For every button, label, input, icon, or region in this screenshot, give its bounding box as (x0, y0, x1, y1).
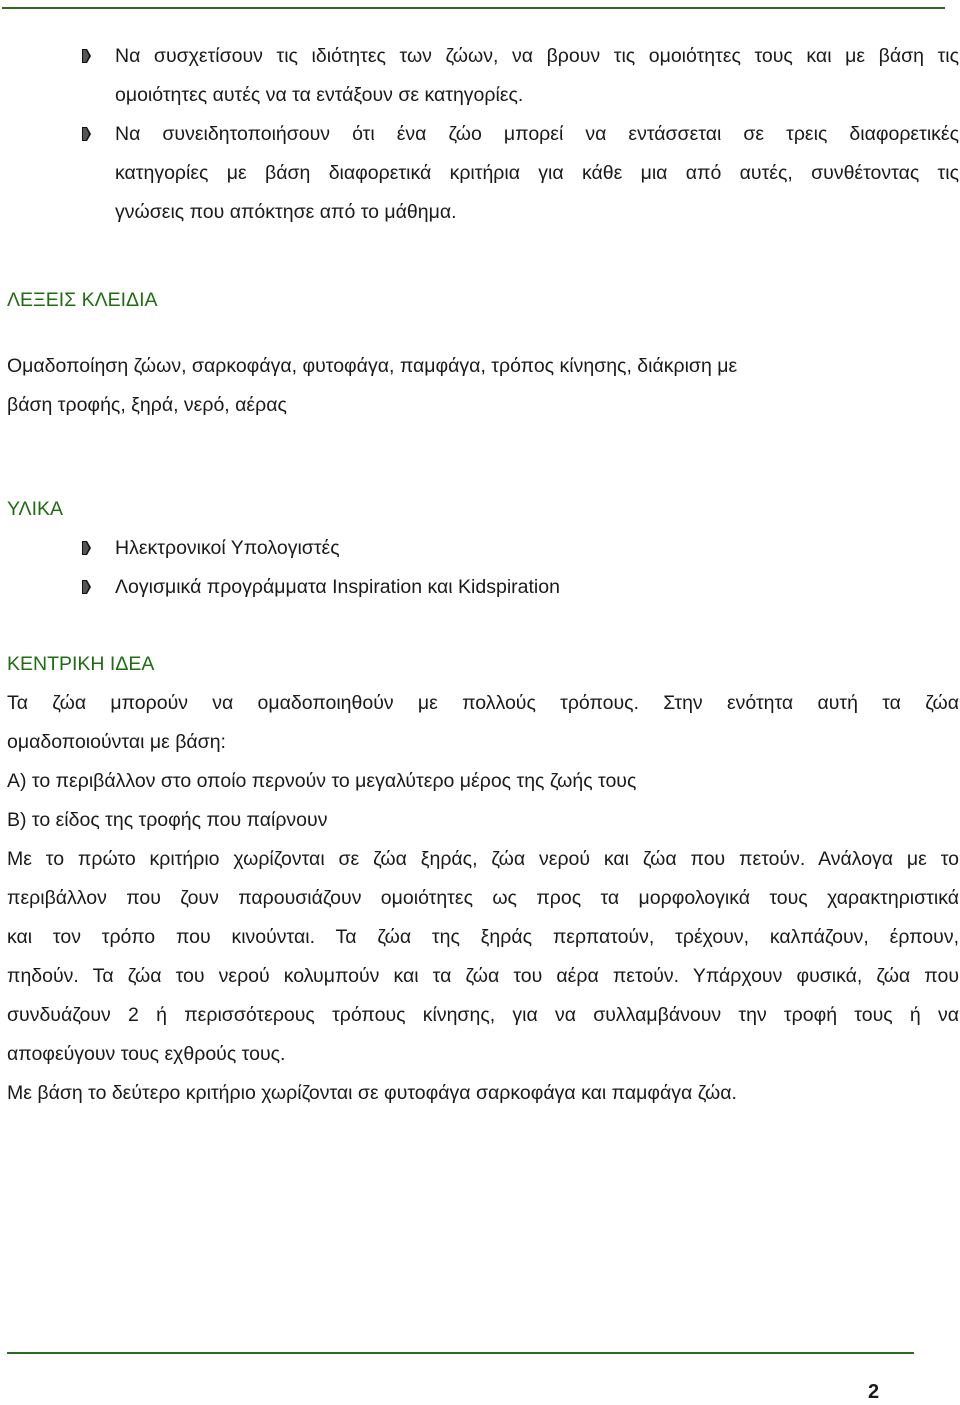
main-idea-line: συνδυάζουν 2 ή περισσότερους τρόπους κίνησης, για να συλλαμβάνουν την τροφή τους ή να (7, 1004, 959, 1026)
objective-item-2-line-1 (7, 115, 959, 154)
materials-section (7, 490, 959, 607)
arrow-bullet-icon (82, 580, 91, 594)
main-idea-line: Με βάση το δεύτερο κριτήριο χωρίζονται σε φυτοφάγα σαρκοφάγα και παμφάγα ζώα. (7, 1082, 737, 1104)
keywords-section (7, 281, 959, 320)
keywords-line-1: Ομαδοποίηση ζώων, σαρκοφάγα, φυτοφάγα, παμφάγα, τρόπος κίνησης, διάκριση με (7, 355, 738, 377)
objective-item-2-line-3 (7, 193, 959, 232)
materials-item-text: Ηλεκτρονικοί Υπολογιστές (115, 537, 340, 559)
page-number: 2 (868, 1381, 880, 1403)
materials-item-2 (7, 568, 959, 607)
materials-heading: ΥΛΙΚΑ (7, 498, 64, 520)
keywords-heading: ΛΕΞΕΙΣ ΚΛΕΙΔΙΑ (7, 289, 158, 311)
main-idea-section (7, 645, 959, 1113)
objectives-list (7, 37, 959, 232)
main-idea-line: Με το πρώτο κριτήριο χωρίζονται σε ζώα ξηράς, ζώα νερού και ζώα που πετούν. Ανάλογα με το (7, 848, 959, 870)
objective-text: Να συνειδητοποιήσουν ότι ένα ζώο μπορεί να εντάσσεται σε τρεις διαφορετικές (115, 123, 959, 145)
main-idea-line: Α) το περιβάλλον στο οποίο περνούν το μεγαλύτερο μέρος της ζωής τους (7, 770, 637, 792)
objective-text: γνώσεις που απόκτησε από το μάθημα. (115, 201, 457, 223)
materials-item-text: Λογισμικά προγράμματα Inspiration και Kidspiration (115, 576, 560, 598)
main-idea-line: περιβάλλον που ζουν παρουσιάζουν ομοιότητες ως προς τα μορφολογικά τους χαρακτηριστικά (7, 887, 959, 909)
objective-item-1-line-2 (7, 76, 959, 115)
main-idea-line: και τον τρόπο που κινούνται. Τα ζώα της ξηράς περπατούν, τρέχουν, καλπάζουν, έρπουν, (7, 926, 959, 948)
materials-item-1 (7, 529, 959, 568)
arrow-bullet-icon (82, 541, 91, 555)
objective-text: ομοιότητες αυτές να τα εντάξουν σε κατηγορίες. (115, 84, 524, 106)
main-idea-line: Τα ζώα μπορούν να ομαδοποιηθούν με πολλούς τρόπους. Στην ενότητα αυτή τα ζώα (7, 692, 959, 714)
objective-item-2-line-2 (7, 154, 959, 193)
main-idea-line: πηδούν. Τα ζώα του νερού κολυμπούν και τα ζώα του αέρα πετούν. Υπάρχουν φυσικά, ζώα που (7, 965, 959, 987)
objective-text: Να συσχετίσουν τις ιδιότητες των ζώων, να βρουν τις ομοιότητες τους και με βάση τις (115, 45, 959, 67)
arrow-bullet-icon (82, 49, 91, 63)
keywords-line-2: βάση τροφής, ξηρά, νερό, αέρας (7, 394, 287, 416)
keywords-body (7, 347, 959, 425)
main-idea-line: ομαδοποιούνται με βάση: (7, 731, 226, 753)
footer-rule (7, 1352, 914, 1354)
objective-text: κατηγορίες με βάση διαφορετικά κριτήρια για κάθε μια από αυτές, συνθέτοντας τις (115, 162, 959, 184)
main-idea-line: Β) το είδος της τροφής που παίρνουν (7, 809, 328, 831)
arrow-bullet-icon (82, 127, 91, 141)
top-rule (2, 7, 945, 9)
objective-item-1-line-1 (7, 37, 959, 76)
main-idea-heading: ΚΕΝΤΡΙΚΗ ΙΔΕΑ (7, 653, 155, 675)
main-idea-line: αποφεύγουν τους εχθρούς τους. (7, 1043, 286, 1065)
